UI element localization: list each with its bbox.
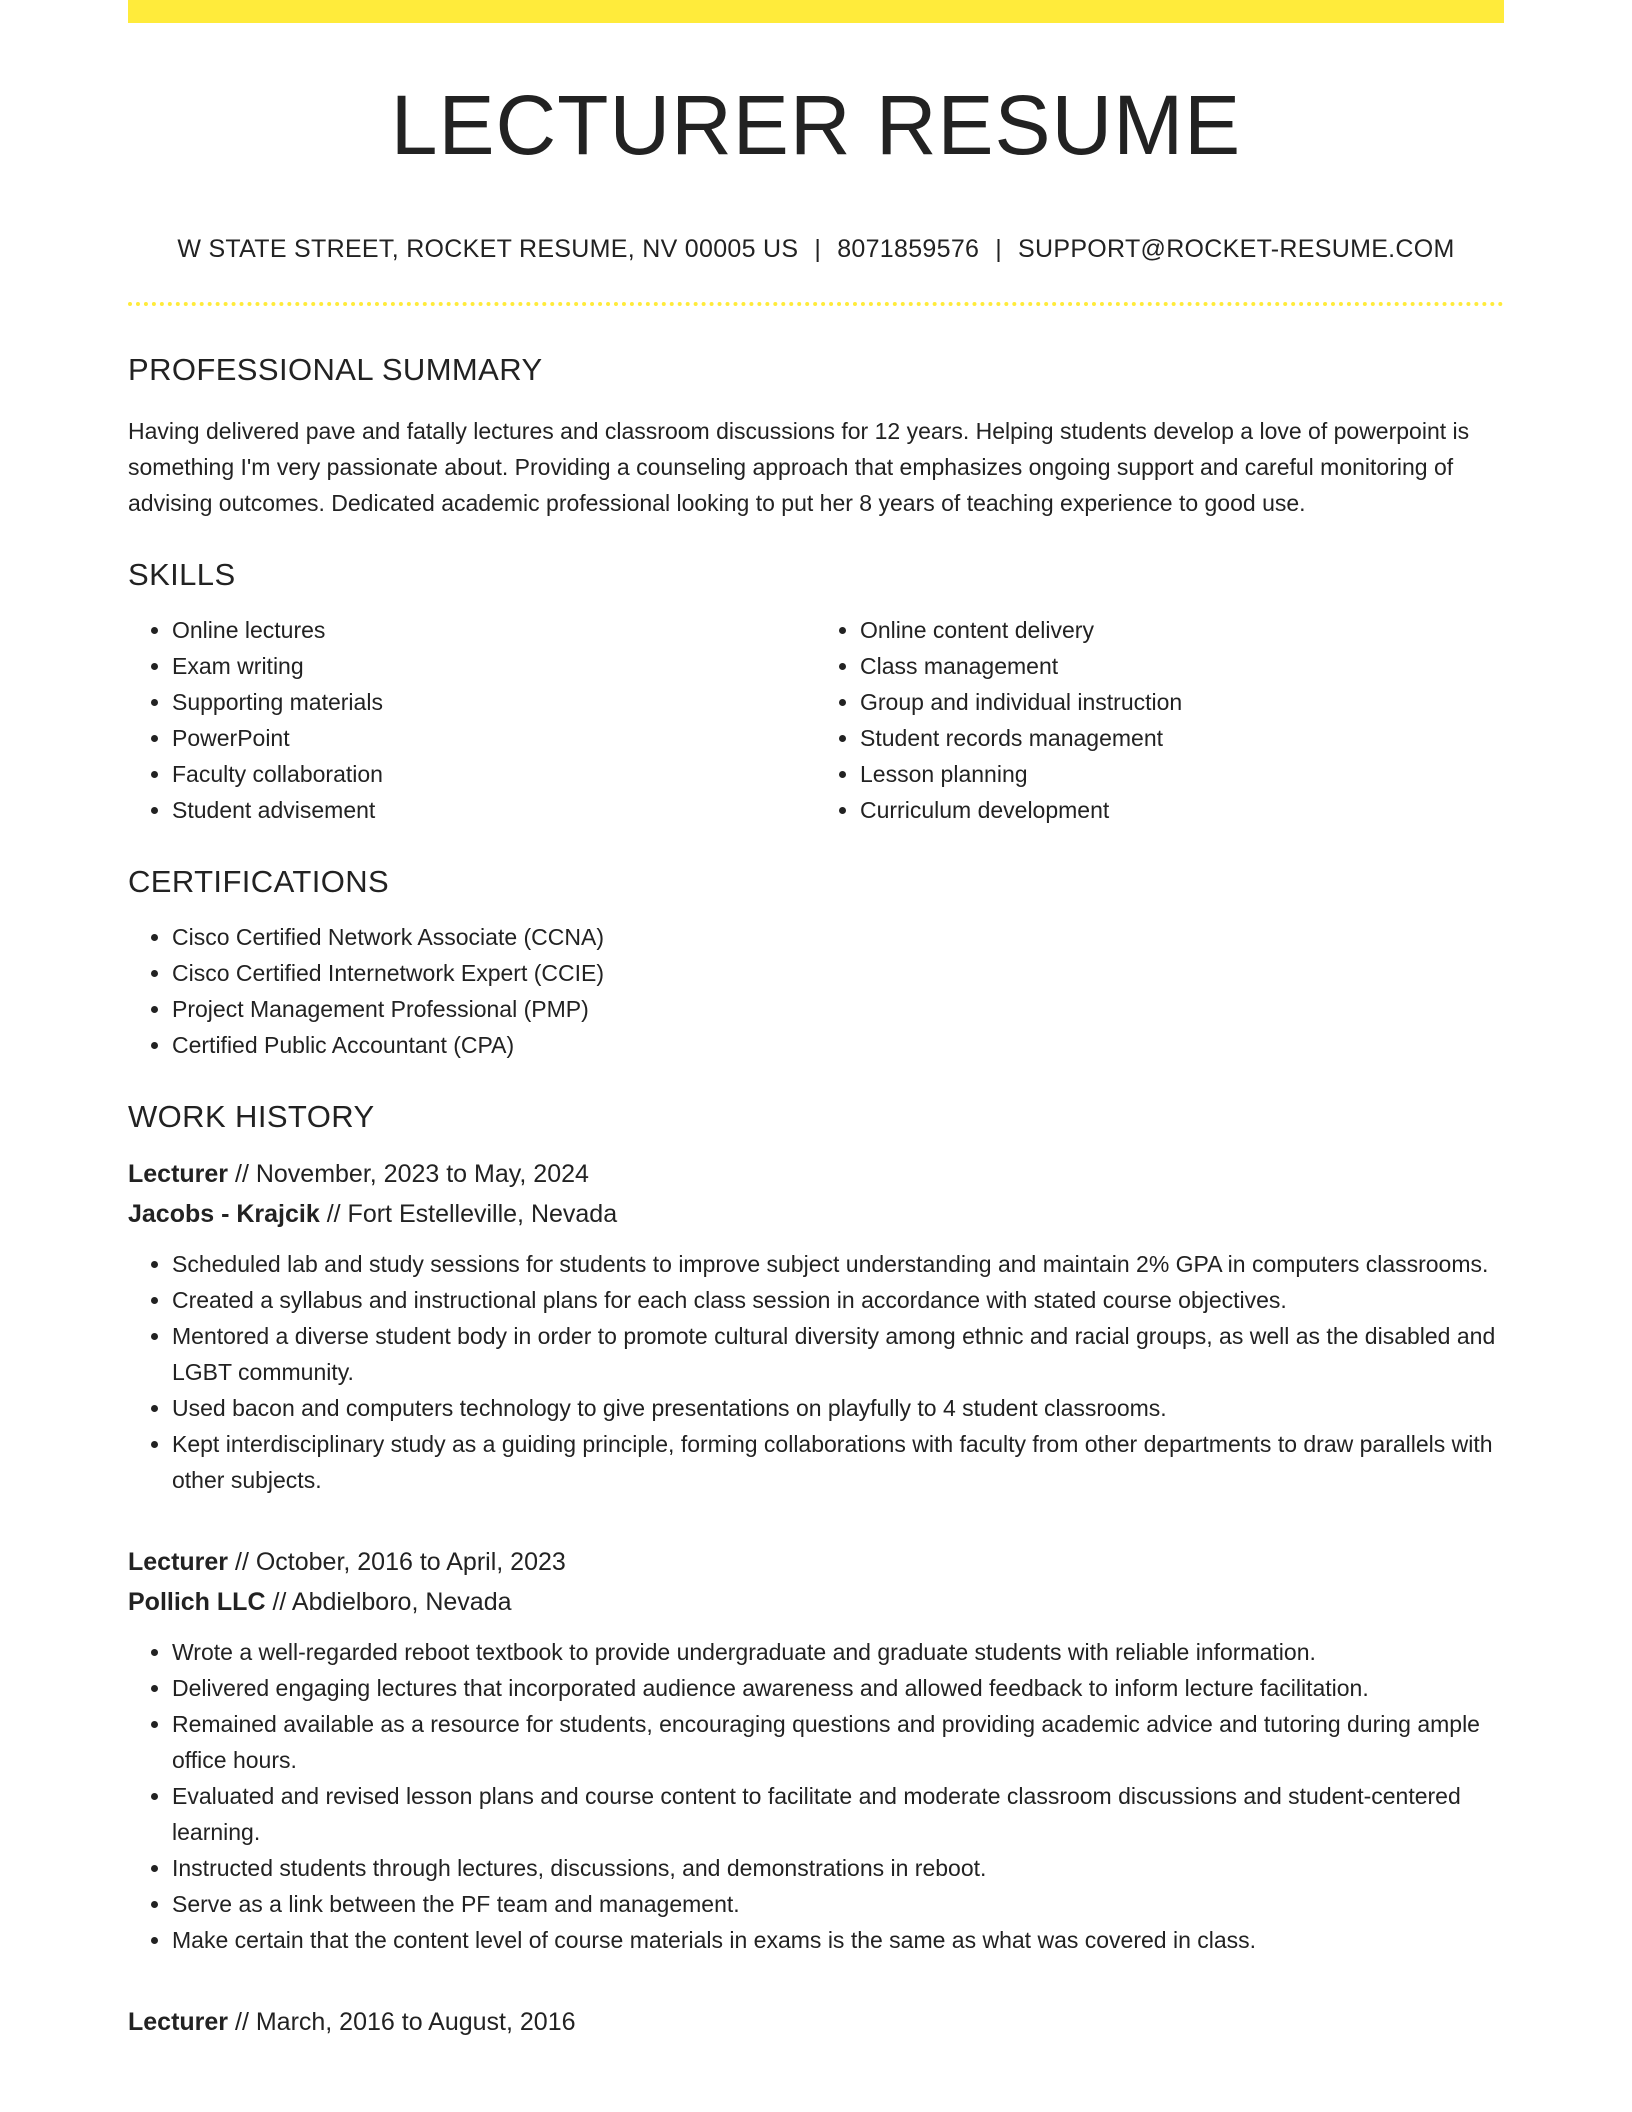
email-link[interactable]: SUPPORT@ROCKET-RESUME.COM — [1018, 235, 1455, 263]
certification-item: • Project Management Professional (PMP) — [172, 991, 1504, 1027]
resume-title: LECTURER RESUME — [390, 78, 1242, 172]
skill-item: • Curriculum development — [860, 792, 1504, 828]
skill-item: • Supporting materials — [172, 684, 816, 720]
skill-item: • PowerPoint — [172, 720, 816, 756]
phone: 8071859576 — [837, 235, 980, 263]
job-dates: // October, 2016 to April, 2023 — [235, 1548, 566, 1576]
address: W STATE STREET, ROCKET RESUME, NV 00005 US — [177, 235, 799, 263]
job-title-line — [128, 1542, 1504, 1582]
job-company: Pollich LLC — [128, 1588, 266, 1616]
job-title: Lecturer — [128, 2008, 229, 2036]
skills-left-list — [128, 612, 816, 828]
job-bullet: • Mentored a diverse student body in order to promote cultural diversity among ethnic and racial groups, as well as the disabled and LGBT community. — [172, 1318, 1504, 1390]
separator: | — [995, 235, 1003, 263]
skill-item: • Online content delivery — [860, 612, 1504, 648]
skill-item: • Faculty collaboration — [172, 756, 816, 792]
skill-item: • Group and individual instruction — [860, 684, 1504, 720]
job-title: Lecturer — [128, 1160, 229, 1188]
job-entry — [128, 1154, 1504, 1498]
certifications-heading: CERTIFICATIONS — [128, 864, 390, 899]
job-bullet: • Serve as a link between the PF team and management. — [172, 1886, 1504, 1922]
skills-columns — [128, 612, 1504, 828]
certification-item: • Cisco Certified Network Associate (CCNA) — [172, 919, 1504, 955]
skills-right-list — [816, 612, 1504, 828]
work-history-heading: WORK HISTORY — [128, 1099, 375, 1134]
skill-item: • Online lectures — [172, 612, 816, 648]
skill-item: • Student records management — [860, 720, 1504, 756]
job-bullet: • Delivered engaging lectures that incorporated audience awareness and allowed feedback to inform lecture facilitation. — [172, 1670, 1504, 1706]
job-entry — [128, 1542, 1504, 1958]
skill-item: • Class management — [860, 648, 1504, 684]
job-bullet: • Used bacon and computers technology to give presentations on playfully to 4 student classrooms. — [172, 1390, 1504, 1426]
skills-heading: SKILLS — [128, 557, 236, 592]
job-entry — [128, 2002, 1504, 2042]
job-bullet: • Wrote a well-regarded reboot textbook to provide undergraduate and graduate students with reliable information. — [172, 1634, 1504, 1670]
job-bullet: • Created a syllabus and instructional plans for each class session in accordance with stated course objectives. — [172, 1282, 1504, 1318]
job-bullet: • Kept interdisciplinary study as a guiding principle, forming collaborations with faculty from other departments to draw parallels with other subjects. — [172, 1426, 1504, 1498]
job-company-line — [128, 1194, 1504, 1234]
job-bullet: • Make certain that the content level of course materials in exams is the same as what was covered in class. — [172, 1922, 1504, 1958]
job-dates: // November, 2023 to May, 2024 — [235, 1160, 589, 1188]
job-bullets — [128, 1246, 1504, 1498]
job-bullet: • Scheduled lab and study sessions for students to improve subject understanding and maintain 2% GPA in computers classrooms. — [172, 1246, 1504, 1282]
job-location: // Fort Estelleville, Nevada — [326, 1200, 618, 1228]
skill-item: • Lesson planning — [860, 756, 1504, 792]
job-location: // Abdielboro, Nevada — [272, 1588, 512, 1616]
job-title: Lecturer — [128, 1548, 229, 1576]
job-company: Jacobs - Krajcik — [128, 1200, 320, 1228]
job-company-line — [128, 1582, 1504, 1622]
job-bullet: • Remained available as a resource for students, encouraging questions and providing academic advice and tutoring during ample office hours. — [172, 1706, 1504, 1778]
contact-line — [128, 237, 1504, 262]
certifications-list — [128, 919, 1504, 1063]
dotted-divider — [128, 302, 1504, 306]
resume-page — [128, 0, 1504, 2042]
job-bullet: • Evaluated and revised lesson plans and course content to facilitate and moderate classroom discussions and student-centered learning. — [172, 1778, 1504, 1850]
job-bullet: • Instructed students through lectures, discussions, and demonstrations in reboot. — [172, 1850, 1504, 1886]
job-bullets — [128, 1634, 1504, 1958]
separator: | — [814, 235, 822, 263]
summary-text: Having delivered pave and fatally lectures and classroom discussions for 12 years. Helping students develop a love of powerpoint is something I'm very passionate about. Providing a counseling approach that emphasizes ongoing support and careful monitoring of advising outcomes. Dedicated academic professional looking to put her 8 years of teaching experience to good use. — [128, 418, 1470, 516]
certification-item: • Cisco Certified Internetwork Expert (CCIE) — [172, 955, 1504, 991]
top-accent-bar — [128, 0, 1504, 23]
skill-item: • Student advisement — [172, 792, 816, 828]
job-title-line — [128, 1154, 1504, 1194]
summary-heading: PROFESSIONAL SUMMARY — [128, 352, 543, 387]
skill-item: • Exam writing — [172, 648, 816, 684]
certification-item: • Certified Public Accountant (CPA) — [172, 1027, 1504, 1063]
job-title-line — [128, 2002, 1504, 2042]
job-dates: // March, 2016 to August, 2016 — [235, 2008, 576, 2036]
